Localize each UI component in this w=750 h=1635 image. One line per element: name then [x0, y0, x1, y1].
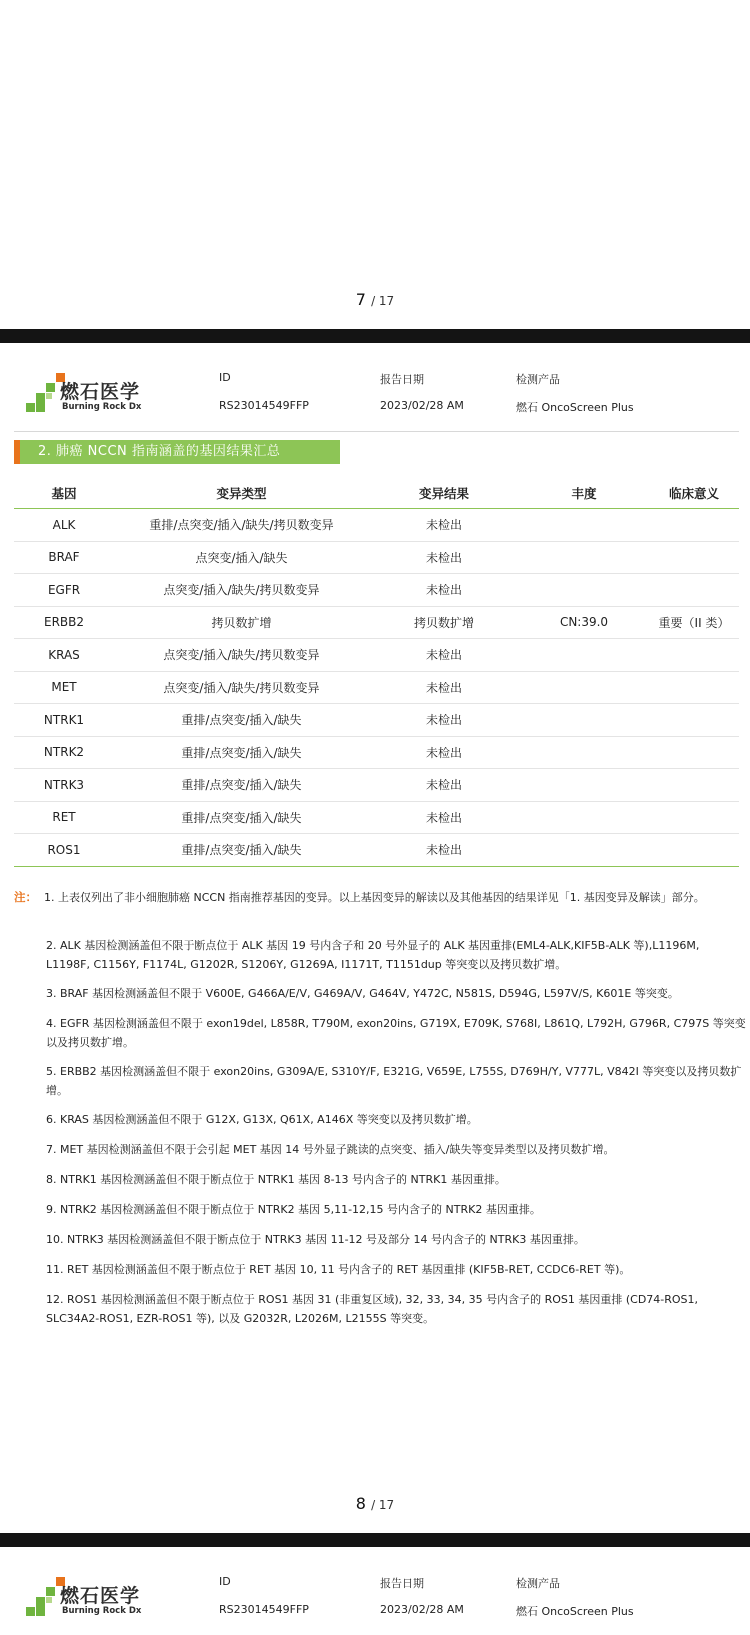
abundance-cell	[519, 509, 649, 542]
id-value: RS23014549FFP	[219, 1603, 309, 1616]
abundance-cell	[519, 639, 649, 672]
gene-cell: MET	[14, 671, 114, 704]
significance-cell	[649, 671, 739, 704]
abundance-cell	[519, 769, 649, 802]
note-item: 1. 上表仅列出了非小细胞肺癌 NCCN 指南推荐基因的变异。以上基因变异的解读以及其他基因的结果详见「1. 基因变异及解读」部分。	[44, 891, 705, 904]
gene-cell: EGFR	[14, 574, 114, 607]
abundance-cell	[519, 801, 649, 834]
report-header	[0, 361, 750, 431]
gene-cell: NTRK1	[14, 704, 114, 737]
company-logo	[26, 1577, 166, 1625]
abundance-cell	[519, 704, 649, 737]
result-cell: 未检出	[369, 736, 519, 769]
variant-type-cell: 重排/点突变/插入/缺失	[114, 704, 369, 737]
gene-results-table	[14, 478, 739, 867]
variant-type-cell: 重排/点突变/插入/缺失	[114, 736, 369, 769]
significance-cell	[649, 541, 739, 574]
abundance-cell	[519, 541, 649, 574]
table-row	[14, 671, 739, 704]
table-row	[14, 769, 739, 802]
section-title: 2. 肺癌 NCCN 指南涵盖的基因结果汇总	[14, 440, 340, 464]
result-cell: 未检出	[369, 541, 519, 574]
variant-type-cell: 重排/点突变/插入/缺失	[114, 801, 369, 834]
variant-type-cell: 重排/点突变/插入/缺失	[114, 769, 369, 802]
significance-cell	[649, 574, 739, 607]
page-indicator-top	[0, 290, 750, 309]
logo-en-text: Burning Rock Dx	[62, 1606, 142, 1616]
note-item: 9. NTRK2 基因检测涵盖但不限于断点位于 NTRK2 基因 5,11-12,15 号内含子的 NTRK2 基因重排。	[46, 1203, 541, 1216]
table-row	[14, 541, 739, 574]
total-pages: / 17	[371, 294, 395, 308]
significance-cell	[649, 736, 739, 769]
note-item: 6. KRAS 基因检测涵盖但不限于 G12X, G13X, Q61X, A146X 等突变以及拷贝数扩增。	[46, 1113, 478, 1126]
abundance-cell	[519, 736, 649, 769]
note-item: 5. ERBB2 基因检测涵盖但不限于 exon20ins, G309A/E, S310Y/F, E321G, V659E, L755S, D769H/Y, V777L, V842I 等突变以及拷贝数扩增。	[46, 1065, 742, 1097]
result-cell: 未检出	[369, 704, 519, 737]
page-separator	[0, 329, 750, 343]
product-label: 检测产品	[516, 373, 560, 386]
note-item: 7. MET 基因检测涵盖但不限于会引起 MET 基因 14 号外显子跳读的点突变、插入/缺失等变异类型以及拷贝数扩增。	[46, 1143, 615, 1156]
table-row	[14, 801, 739, 834]
product-label: 检测产品	[516, 1577, 560, 1590]
gene-cell: KRAS	[14, 639, 114, 672]
gene-cell: ERBB2	[14, 606, 114, 639]
note-item: 10. NTRK3 基因检测涵盖但不限于断点位于 NTRK3 基因 11-12 号及部分 14 号内含子的 NTRK3 基因重排。	[46, 1233, 585, 1246]
id-label: ID	[219, 1575, 231, 1588]
note-item: 12. ROS1 基因检测涵盖但不限于断点位于 ROS1 基因 31 (非重复区域), 32, 33, 34, 35 号内含子的 ROS1 基因重排 (CD74-ROS1, SLC34A2-ROS1, EZR-ROS1 等), 以及 G2032R, L2026M, L2155S 等突变。	[46, 1293, 699, 1325]
table-row	[14, 736, 739, 769]
gene-cell: ROS1	[14, 834, 114, 867]
table-header-row	[14, 478, 739, 509]
significance-cell	[649, 509, 739, 542]
current-page: 8	[355, 1494, 366, 1513]
product-value: 燃石 OncoScreen Plus	[516, 401, 634, 414]
note-item: 4. EGFR 基因检测涵盖但不限于 exon19del, L858R, T790M, exon20ins, G719X, E709K, S768I, L861Q, L792H, G796R, C797S 等突变以及拷贝数扩增。	[46, 1017, 746, 1049]
significance-cell	[649, 704, 739, 737]
note-item: 2. ALK 基因检测涵盖但不限于断点位于 ALK 基因 19 号内含子和 20 号外显子的 ALK 基因重排(EML4-ALK,KIF5B-ALK 等),L1196M, L1198F, C1156Y, F1174L, G1202R, S1206Y, G1269A, I1171T, T1151dup 等突变以及拷贝数扩增。	[46, 939, 700, 971]
significance-cell	[649, 801, 739, 834]
report-date-value: 2023/02/28 AM	[380, 399, 464, 412]
current-page: 7	[355, 290, 366, 309]
abundance-cell	[519, 574, 649, 607]
result-cell: 未检出	[369, 769, 519, 802]
header-abundance: 丰度	[519, 478, 649, 509]
gene-cell: RET	[14, 801, 114, 834]
report-header-next	[0, 1565, 750, 1635]
note-item: 8. NTRK1 基因检测涵盖但不限于断点位于 NTRK1 基因 8-13 号内含子的 NTRK1 基因重排。	[46, 1173, 506, 1186]
gene-cell: BRAF	[14, 541, 114, 574]
table-row	[14, 574, 739, 607]
gene-cell: ALK	[14, 509, 114, 542]
gene-cell: NTRK3	[14, 769, 114, 802]
result-cell: 未检出	[369, 639, 519, 672]
significance-cell: 重要（II 类）	[649, 606, 739, 639]
result-cell: 未检出	[369, 834, 519, 867]
id-value: RS23014549FFP	[219, 399, 309, 412]
table-row	[14, 704, 739, 737]
result-cell: 未检出	[369, 671, 519, 704]
variant-type-cell: 拷贝数扩增	[114, 606, 369, 639]
table-row	[14, 509, 739, 542]
abundance-cell	[519, 671, 649, 704]
gene-cell: NTRK2	[14, 736, 114, 769]
note-item: 3. BRAF 基因检测涵盖但不限于 V600E, G466A/E/V, G469A/V, G464V, Y472C, N581S, D594G, L597V/S, K601E 等突变。	[46, 987, 679, 1000]
result-cell: 未检出	[369, 509, 519, 542]
id-label: ID	[219, 371, 231, 384]
report-date-label: 报告日期	[380, 1577, 424, 1590]
report-date-value: 2023/02/28 AM	[380, 1603, 464, 1616]
note-item: 11. RET 基因检测涵盖但不限于断点位于 RET 基因 10, 11 号内含子的 RET 基因重排 (KIF5B-RET, CCDC6-RET 等)。	[46, 1263, 631, 1276]
variant-type-cell: 点突变/插入/缺失/拷贝数变异	[114, 671, 369, 704]
total-pages: / 17	[371, 1498, 395, 1512]
result-cell: 未检出	[369, 574, 519, 607]
variant-type-cell: 点突变/插入/缺失/拷贝数变异	[114, 639, 369, 672]
result-cell: 拷贝数扩增	[369, 606, 519, 639]
logo-cn-text: 燃石医学	[60, 1585, 141, 1607]
table-row	[14, 834, 739, 867]
table-row	[14, 606, 739, 639]
logo-en-text: Burning Rock Dx	[62, 402, 142, 412]
variant-type-cell: 重排/点突变/插入/缺失/拷贝数变异	[114, 509, 369, 542]
header-gene: 基因	[14, 478, 114, 509]
significance-cell	[649, 834, 739, 867]
report-date-label: 报告日期	[380, 373, 424, 386]
header-variant-result: 变异结果	[369, 478, 519, 509]
header-divider	[14, 431, 739, 432]
header-variant-type: 变异类型	[114, 478, 369, 509]
product-value: 燃石 OncoScreen Plus	[516, 1605, 634, 1618]
logo-cn-text: 燃石医学	[60, 381, 141, 403]
variant-type-cell: 点突变/插入/缺失/拷贝数变异	[114, 574, 369, 607]
variant-type-cell: 重排/点突变/插入/缺失	[114, 834, 369, 867]
header-clinical-significance: 临床意义	[649, 478, 739, 509]
company-logo	[26, 373, 166, 421]
variant-type-cell: 点突变/插入/缺失	[114, 541, 369, 574]
significance-cell	[649, 639, 739, 672]
abundance-cell: CN:39.0	[519, 606, 649, 639]
table-row	[14, 639, 739, 672]
page-indicator-bottom	[0, 1494, 750, 1513]
page-separator	[0, 1533, 750, 1547]
significance-cell	[649, 769, 739, 802]
notes-label: 注：	[14, 890, 37, 904]
result-cell: 未检出	[369, 801, 519, 834]
abundance-cell	[519, 834, 649, 867]
